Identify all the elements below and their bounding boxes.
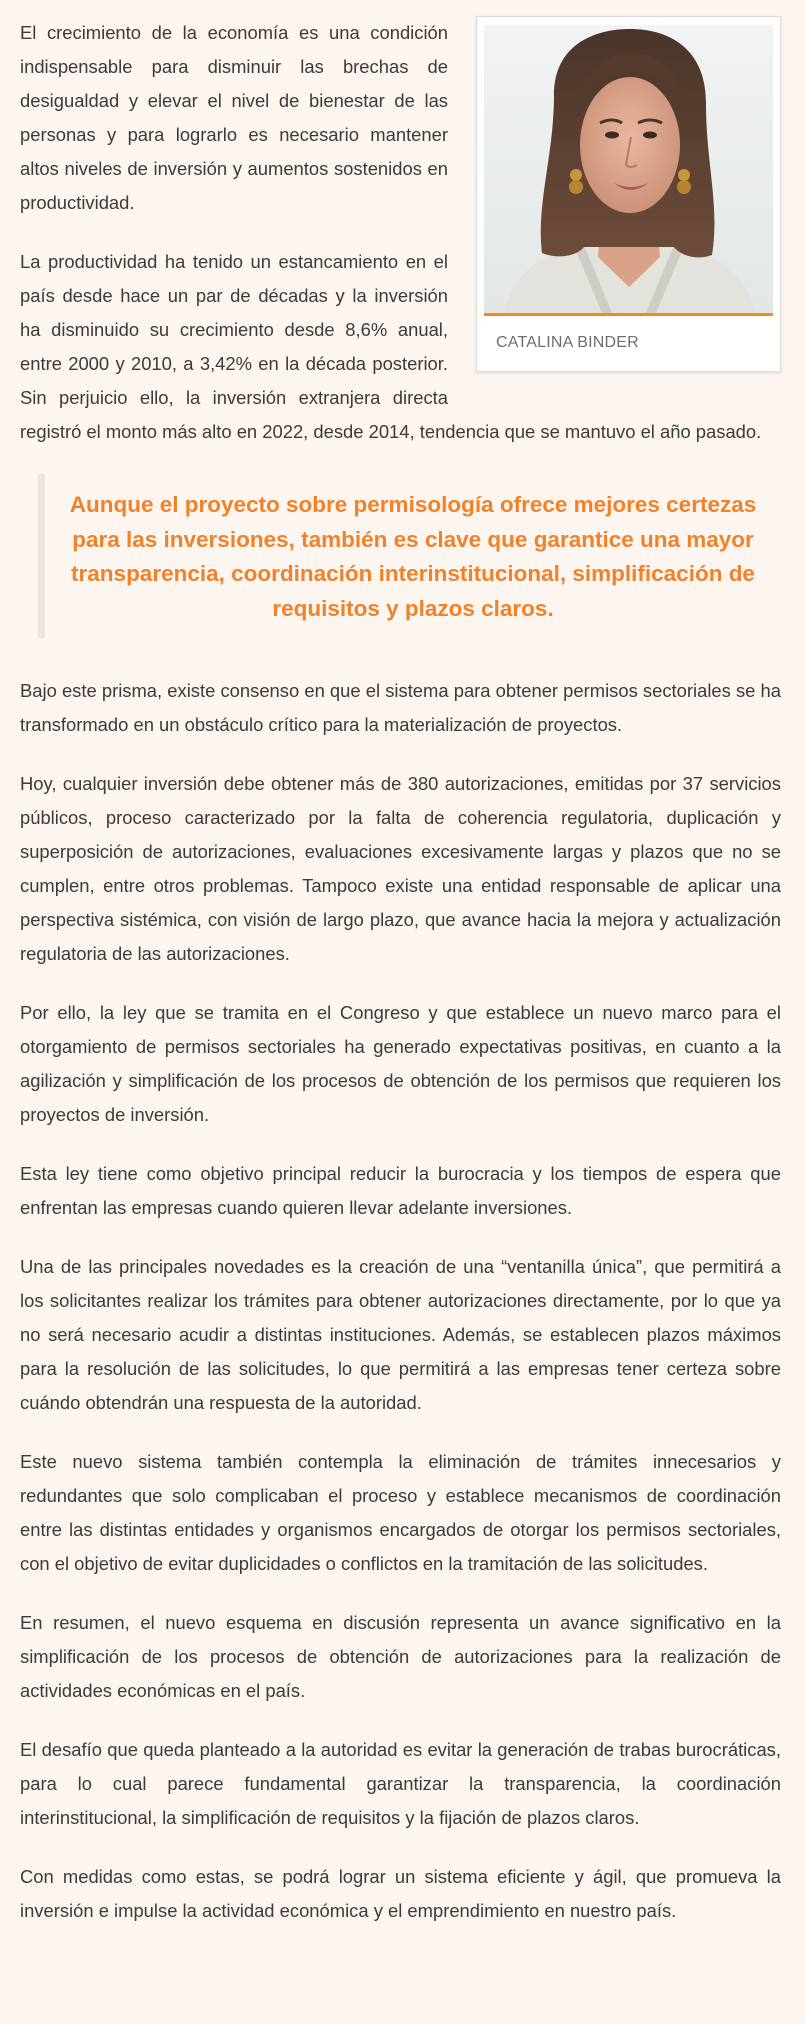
paragraph-conclusion: Con medidas como estas, se podrá lograr un sistema eficiente y ágil, que promueva la inversión e impulse la actividad económica y el emprendimiento en nuestro país. xyxy=(20,1866,781,1921)
article-body xyxy=(20,0,781,1928)
paragraph-body: Por ello, la ley que se tramita en el Congreso y que establece un nuevo marco para el otorgamiento de permisos sectoriales ha generado expectativas positivas, en cuanto a la agilización y simplificación de los procesos de obtención de los permisos que requieren los proyectos de inversión. xyxy=(20,1002,781,1125)
paragraph-body: Hoy, cualquier inversión debe obtener más de 380 autorizaciones, emitidas por 37 servicios públicos, proceso caracterizado por la falta de coherencia regulatoria, duplicación y superposición de autorizaciones, evaluaciones excesivamente largas y plazos que no se cumplen, entre otros problemas. Tampoco existe una entidad responsable de aplicar una perspectiva sistémica, con visión de largo plazo, que avance hacia la mejora y actualización regulatoria de las autorizaciones. xyxy=(20,773,781,964)
author-portrait-image xyxy=(484,25,773,313)
paragraph-intro: El crecimiento de la economía es una condición indispensable para disminuir las brechas de desigualdad y elevar el nivel de bienestar de las personas y para lograrlo es necesario mantener altos niveles de inversión y aumentos sostenidos en productividad. xyxy=(20,22,448,213)
author-photo xyxy=(484,25,773,313)
author-card xyxy=(476,16,781,372)
paragraph-body: En resumen, el nuevo esquema en discusión representa un avance significativo en la simplificación de los procesos de obtención de autorizaciones para la realización de actividades económicas en el país. xyxy=(20,1612,781,1701)
paragraph-body: Esta ley tiene como objetivo principal reducir la burocracia y los tiempos de espera que enfrentan las empresas cuando quieren llevar adelante inversiones. xyxy=(20,1163,781,1218)
paragraph-body: Este nuevo sistema también contempla la eliminación de trámites innecesarios y redundantes que solo complicaban el proceso y establece mecanismos de coordinación entre las distintas entidades y organismos encargados de otorgar los permisos sectoriales, con el objetivo de evitar duplicidades o conflictos en la tramitación de las solicitudes. xyxy=(20,1451,781,1574)
pull-quote-text: Aunque el proyecto sobre permisología ofrece mejores certezas para las inversiones, también es clave que garantice una mayor transparencia, coordinación interinstitucional, simplificación de requisitos y plazos claros. xyxy=(69,492,757,621)
pull-quote xyxy=(38,474,781,638)
paragraph-body: Bajo este prisma, existe consenso en que el sistema para obtener permisos sectoriales se ha transformado en un obstáculo crítico para la materialización de proyectos. xyxy=(20,680,781,735)
paragraph-body: El desafío que queda planteado a la autoridad es evitar la generación de trabas burocráticas, para lo cual parece fundamental garantizar la transparencia, la coordinación interinstitucional, la simplificación de requisitos y la fijación de plazos claros. xyxy=(20,1739,781,1828)
paragraph-productivity: La productividad ha tenido un estancamiento en el país desde hace un par de décadas y la inversión ha disminuido su crecimiento desde 8,6% anual, entre 2000 y 2010, a 3,42% en la década posterior. Sin perjuicio ello, la inversión extranjera directa registró el monto más alto en 2022, desde 2014, tendencia que se mantuvo el año pasado. xyxy=(20,251,762,442)
paragraph-body: Una de las principales novedades es la creación de una “ventanilla única”, que permitirá a los solicitantes realizar los trámites para obtener autorizaciones directamente, por lo que ya no será necesario acudir a distintas instituciones. Además, se establecen plazos máximos para la resolución de las solicitudes, lo que permitirá a las empresas tener certeza sobre cuándo obtendrán una respuesta de la autoridad. xyxy=(20,1256,781,1413)
author-name: CATALINA BINDER xyxy=(496,334,639,351)
